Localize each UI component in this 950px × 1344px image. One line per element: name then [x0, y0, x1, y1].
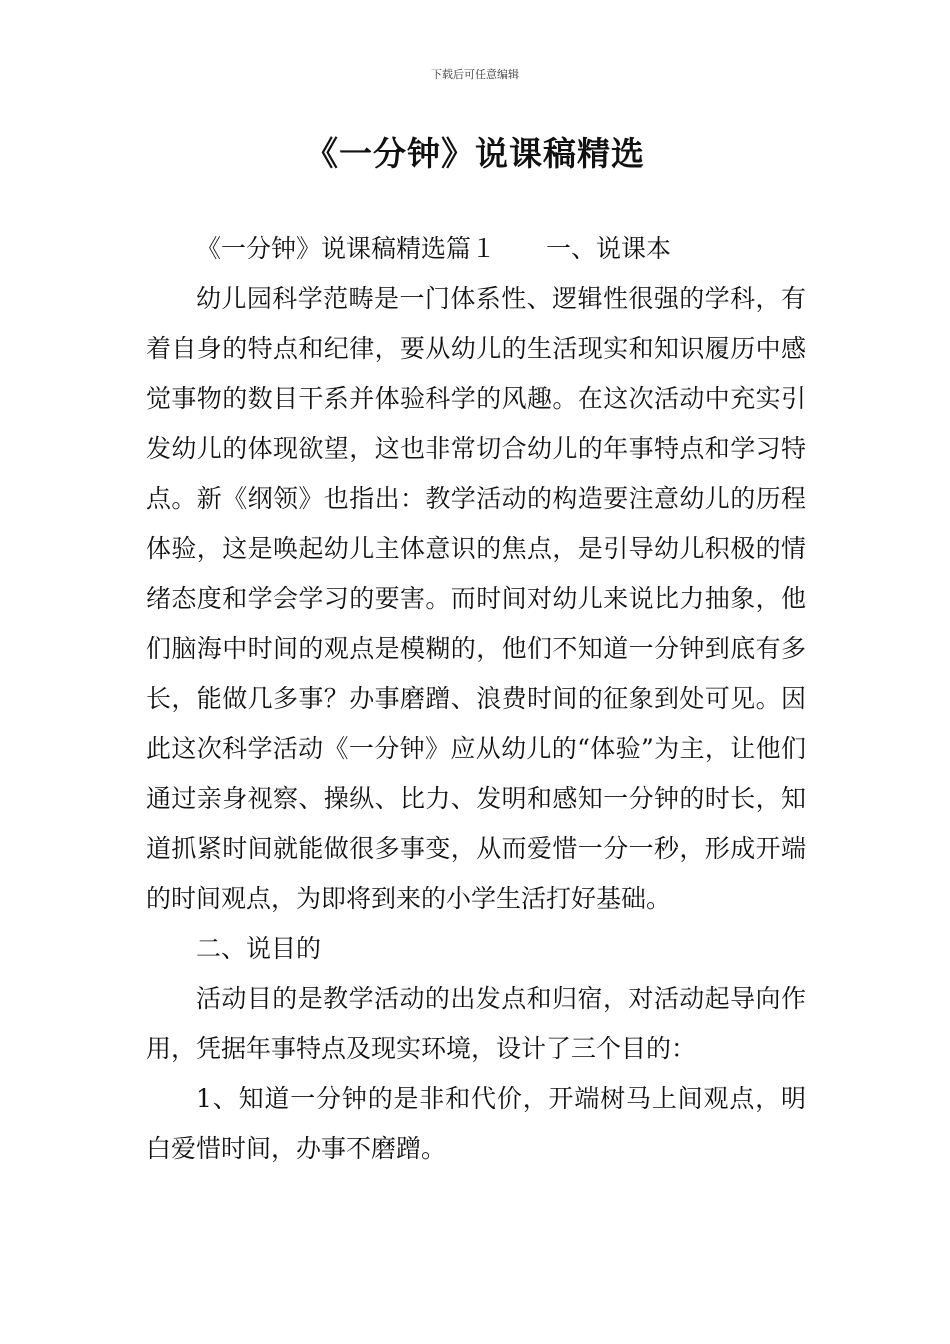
paragraph-objectives-intro: 活动目的是教学活动的出发点和归宿，对活动起导向作用，凭据年事特点及现实环境，设计了三个目的：: [146, 984, 806, 1063]
paragraph-section-heading: 二、说目的: [196, 934, 322, 963]
header-note: 下载后可任意编辑: [431, 68, 519, 81]
paragraph-objective-1: 1、知道一分钟的是非和代价，开端树马上间观点，明白爱惜时间，办事不磨蹭。: [146, 1084, 806, 1163]
document-title: 《一分钟》说课稿精选: [305, 134, 645, 173]
document-body: [146, 224, 806, 1174]
paragraph-content: 幼儿园科学范畴是一门体系性、逻辑性很强的学科，有着自身的特点和纪律，要从幼儿的生活现实和知识履历中感觉事物的数目干系并体验科学的风趣。在这次活动中充实引发幼儿的体现欲望，这也非常切合幼儿的年事特点和学习特点。新《纲领》也指出：教学活动的构造要注意幼儿的历程体验，这是唤起幼儿主体意识的焦点，是引导幼儿积极的情绪态度和学会学习的要害。而时间对幼儿来说比力抽象，他们脑海中时间的观点是模糊的，他们不知道一分钟到底有多长，能做几多事？办事磨蹭、浪费时间的征象到处可见。因此这次科学活动《一分钟》应从幼儿的“体验”为主，让他们通过亲身视察、操纵、比力、发明和感知一分钟的时长，知道抓紧时间就能做很多事变，从而爱惜一分一秒，形成开端的时间观点，为即将到来的小学生活打好基础。: [146, 284, 806, 913]
paragraph-intro: 《一分钟》说课稿精选篇１ 一、说课本: [196, 234, 672, 263]
